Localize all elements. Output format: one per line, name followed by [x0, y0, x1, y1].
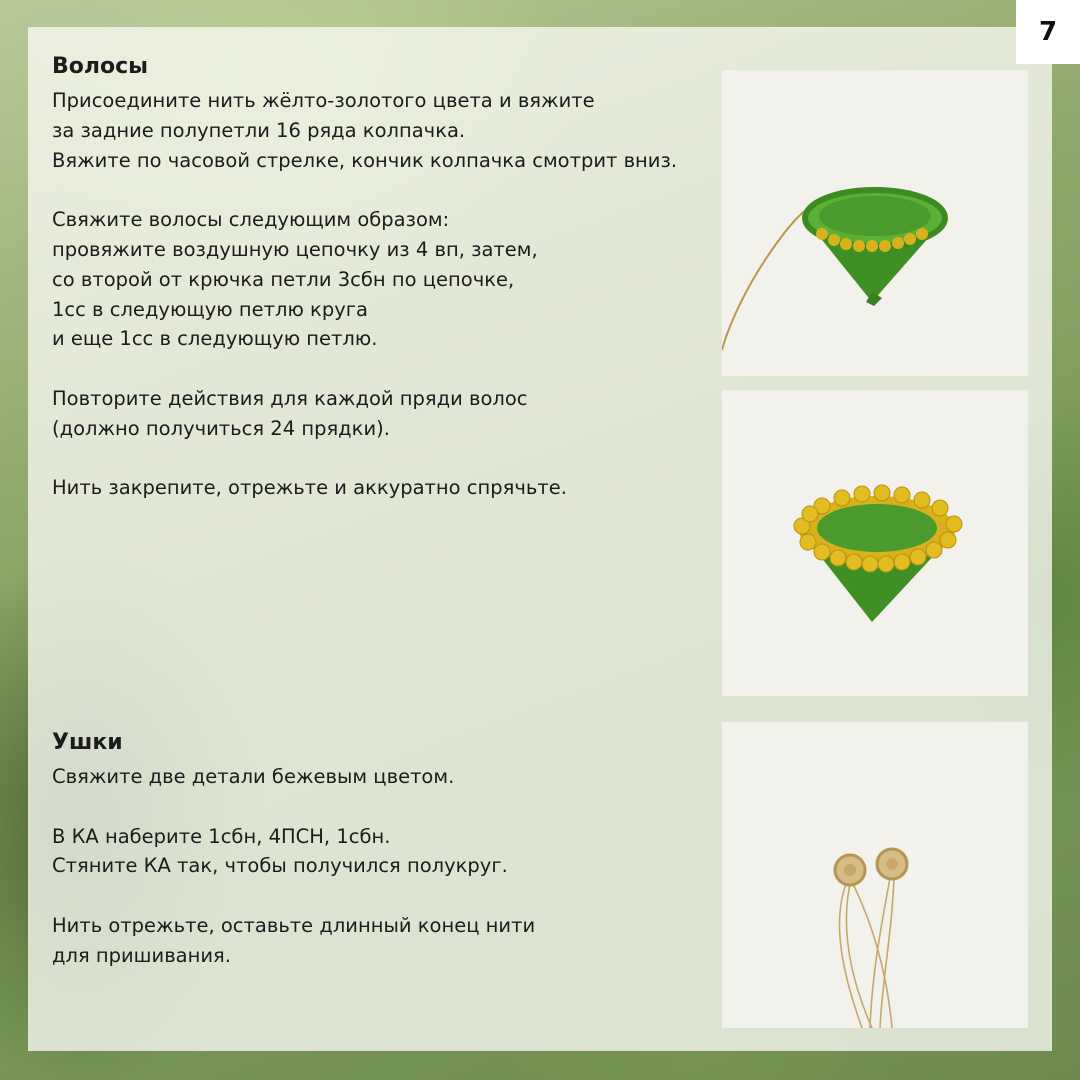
photo-cap-start	[722, 70, 1028, 376]
text-line: для пришивания.	[52, 943, 231, 967]
text-line: (должно получиться 24 прядки).	[52, 416, 390, 440]
hair-paragraph-3	[52, 384, 677, 444]
ears-paragraph-2	[52, 822, 535, 882]
photo-cap-finished	[722, 390, 1028, 696]
text-line: со второй от крючка петли 3сбн по цепочке,	[52, 267, 515, 291]
hair-paragraph-4	[52, 473, 677, 503]
ears-section	[52, 728, 535, 971]
ears-title: Ушки	[52, 730, 123, 755]
text-line: Повторите действия для каждой пряди волос	[52, 386, 528, 410]
text-line: В КА наберите 1сбн, 4ПСН, 1сбн.	[52, 824, 391, 848]
hair-paragraph-2	[52, 205, 677, 354]
hair-title: Волосы	[52, 54, 149, 79]
text-line: Вяжите по часовой стрелке, кончик колпачка смотрит вниз.	[52, 148, 678, 172]
page-number: 7	[1016, 0, 1080, 64]
text-line: за задние полупетли 16 ряда колпачка.	[52, 118, 466, 142]
ears-paragraph-3	[52, 911, 535, 971]
text-line: провяжите воздушную цепочку из 4 вп, затем,	[52, 237, 538, 261]
text-line: 1сс в следующую петлю круга	[52, 297, 368, 321]
text-line: Нить закрепите, отрежьте и аккуратно спрячьте.	[52, 476, 567, 500]
text-line: Свяжите волосы следующим образом:	[52, 208, 450, 232]
hair-paragraph-1	[52, 86, 677, 175]
text-line: Присоедините нить жёлто-золотого цвета и вяжите	[52, 89, 595, 112]
hair-section	[52, 52, 677, 503]
photo-ears	[722, 722, 1028, 1028]
ears-paragraph-1	[52, 762, 535, 792]
text-line: Нить отрежьте, оставьте длинный конец нити	[52, 913, 536, 937]
text-line: Свяжите две детали бежевым цветом.	[52, 765, 455, 788]
text-line: Стяните КА так, чтобы получился полукруг.	[52, 854, 508, 878]
text-line: и еще 1сс в следующую петлю.	[52, 327, 378, 351]
